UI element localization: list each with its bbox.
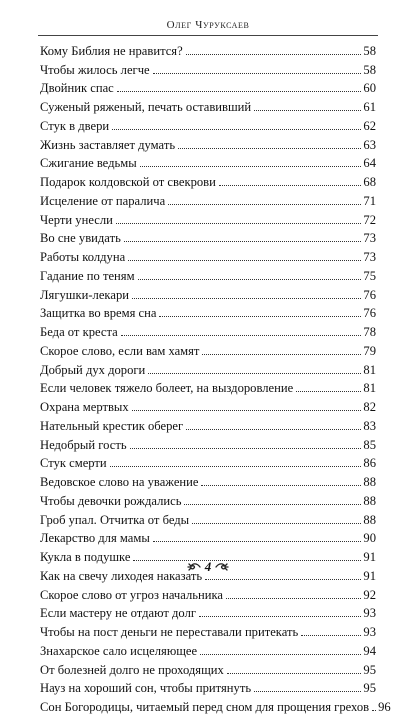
toc-entry-page-number: 76 xyxy=(363,306,376,321)
toc-entry xyxy=(40,528,376,547)
toc-entry xyxy=(40,209,376,228)
toc-entry xyxy=(40,696,391,715)
dot-leader xyxy=(219,185,362,186)
toc-entry-page-number: 79 xyxy=(363,343,376,358)
toc-entry-title: Чтобы на пост деньги не переставали притекать xyxy=(40,625,299,639)
dot-leader xyxy=(205,579,361,580)
dot-leader xyxy=(186,429,361,430)
toc-entry-title: Скорое слово, если вам хамят xyxy=(40,343,200,358)
toc-entry-page-number: 73 xyxy=(363,231,376,246)
toc-entry-title: Суженый ряженый, печать оставивший xyxy=(40,100,252,114)
toc-entry-title: От болезней долго не проходящих xyxy=(40,662,224,677)
toc-entry-title: Если мастеру не отдают долг xyxy=(40,606,197,621)
toc-entry xyxy=(40,228,376,247)
header-rule xyxy=(38,35,378,36)
toc-entry-title: Сжигание ведьмы xyxy=(40,156,137,171)
toc-entry-page-number: 85 xyxy=(363,437,376,452)
dot-leader xyxy=(192,523,361,524)
toc-entry-title: Скорое слово от угроз начальника xyxy=(40,587,223,602)
toc-entry xyxy=(40,265,376,284)
toc-entry-title: Стук смерти xyxy=(40,456,107,471)
dot-leader xyxy=(130,448,362,449)
toc-entry xyxy=(40,471,376,490)
toc-entry-page-number: 95 xyxy=(363,662,376,677)
toc-entry-page-number: 88 xyxy=(363,493,376,508)
toc-entry xyxy=(40,509,376,528)
toc-entry xyxy=(40,59,376,78)
toc-entry-page-number: 92 xyxy=(363,587,376,602)
toc-entry-title: Беда от креста xyxy=(40,325,118,339)
toc-entry-page-number: 61 xyxy=(363,100,376,114)
toc-entry-title: Исцеление от паралича xyxy=(40,193,166,208)
toc-entry-page-number: 93 xyxy=(363,606,376,621)
toc-entry-title: Как на свечу лиходея наказать xyxy=(40,568,203,583)
dot-leader xyxy=(132,298,361,299)
dot-leader xyxy=(117,91,362,92)
toc-entry-page-number: 63 xyxy=(363,137,376,152)
dot-leader xyxy=(121,335,362,336)
dot-leader xyxy=(140,166,362,167)
running-header: Олег Чуруксаев xyxy=(166,19,250,31)
toc-entry-title: Жизнь заставляет думать xyxy=(40,137,176,152)
dot-leader xyxy=(132,410,362,411)
toc-entry-page-number: 73 xyxy=(363,250,376,264)
toc-entry xyxy=(40,115,376,134)
toc-entry-page-number: 68 xyxy=(363,175,376,189)
toc-entry-page-number: 91 xyxy=(363,550,376,564)
toc-entry-page-number: 83 xyxy=(363,418,376,433)
toc-entry-page-number: 95 xyxy=(363,681,376,696)
dot-leader xyxy=(296,391,361,392)
toc-entry-page-number: 81 xyxy=(363,362,376,377)
toc-entry xyxy=(40,171,376,190)
toc-entry xyxy=(40,78,376,97)
toc-entry xyxy=(40,396,376,415)
toc-entry xyxy=(40,640,376,659)
dot-leader xyxy=(148,373,361,374)
toc-entry-title: Недобрый гость xyxy=(40,437,127,452)
toc-entry-page-number: 78 xyxy=(363,325,376,339)
dot-leader xyxy=(254,110,361,111)
dot-leader xyxy=(254,691,361,692)
dot-leader xyxy=(227,673,362,674)
toc-entry-page-number: 88 xyxy=(363,512,376,527)
toc-entry xyxy=(40,621,376,640)
dot-leader xyxy=(128,260,361,261)
dot-leader xyxy=(226,598,361,599)
toc-entry-title: Чтобы девочки рождались xyxy=(40,493,182,508)
dot-leader xyxy=(372,710,376,711)
toc-entry xyxy=(40,303,376,322)
dot-leader xyxy=(168,204,361,205)
toc-entry xyxy=(40,321,376,340)
dot-leader xyxy=(110,466,362,467)
toc-entry xyxy=(40,453,376,472)
toc-entry xyxy=(40,153,376,172)
dot-leader xyxy=(153,541,362,542)
toc-entry-page-number: 93 xyxy=(363,625,376,639)
toc-entry-page-number: 91 xyxy=(363,568,376,583)
toc-entry-page-number: 58 xyxy=(363,43,376,58)
page-footer xyxy=(0,559,416,575)
toc-entry-page-number: 75 xyxy=(363,268,376,283)
page-number: 4 xyxy=(204,559,212,574)
toc-entry-page-number: 90 xyxy=(363,531,376,546)
dot-leader xyxy=(201,485,361,486)
dot-leader xyxy=(301,635,361,636)
toc-entry xyxy=(40,678,376,697)
dot-leader xyxy=(186,54,362,55)
toc-entry-page-number: 86 xyxy=(363,456,376,471)
toc-entry-title: Охрана мертвых xyxy=(40,400,129,414)
toc-entry-title: Кукла в подушке xyxy=(40,550,131,564)
toc-entry-title: Ведовское слово на уважение xyxy=(40,475,199,489)
toc-entry-page-number: 58 xyxy=(363,62,376,77)
dot-leader xyxy=(116,223,362,224)
toc-entry xyxy=(40,359,376,378)
dot-leader xyxy=(184,504,361,505)
toc-entry-page-number: 76 xyxy=(363,287,376,302)
dot-leader xyxy=(124,241,362,242)
dot-leader xyxy=(112,129,361,130)
toc-entry xyxy=(40,190,376,209)
table-of-contents xyxy=(40,40,391,715)
toc-entry-page-number: 62 xyxy=(363,118,376,133)
dot-leader xyxy=(200,654,361,655)
toc-entry-title: Лекарство для мамы xyxy=(40,531,150,546)
toc-entry-page-number: 64 xyxy=(363,156,376,171)
dot-leader xyxy=(153,73,362,74)
dot-leader xyxy=(178,148,361,149)
toc-entry-page-number: 81 xyxy=(363,381,376,396)
toc-entry xyxy=(40,584,376,603)
toc-entry-title: Лягушки-лекари xyxy=(40,287,129,302)
toc-entry-page-number: 88 xyxy=(363,475,376,489)
dot-leader xyxy=(138,279,362,280)
toc-entry xyxy=(40,659,376,678)
toc-entry xyxy=(40,96,376,115)
toc-entry xyxy=(40,603,376,622)
toc-entry-title: Гадание по теням xyxy=(40,268,135,283)
toc-entry-title: Черти унесли xyxy=(40,212,113,227)
floral-ornament-left-icon xyxy=(187,562,201,572)
dot-leader xyxy=(159,316,361,317)
toc-entry xyxy=(40,134,376,153)
dot-leader xyxy=(199,616,361,617)
toc-entry-page-number: 72 xyxy=(363,212,376,227)
toc-entry-title: Двойник спас xyxy=(40,81,114,96)
toc-entry xyxy=(40,434,376,453)
toc-entry-title: Подарок колдовской от свекрови xyxy=(40,175,216,189)
toc-entry-title: Чтобы жилось легче xyxy=(40,62,150,77)
toc-entry-title: Науз на хороший сон, чтобы притянуть xyxy=(40,681,252,696)
toc-entry-title: Если человек тяжело болеет, на выздоровление xyxy=(40,381,294,396)
toc-entry-title: Знахарское сало исцеляющее xyxy=(40,643,198,658)
toc-entry xyxy=(40,284,376,303)
toc-entry-title: Во сне увидать xyxy=(40,231,121,246)
toc-entry xyxy=(40,415,376,434)
toc-entry-page-number: 71 xyxy=(363,193,376,208)
toc-entry-page-number: 60 xyxy=(363,81,376,96)
toc-entry xyxy=(40,490,376,509)
toc-entry-title: Гроб упал. Отчитка от беды xyxy=(40,512,190,527)
toc-entry-page-number: 94 xyxy=(363,643,376,658)
toc-entry-title: Сон Богородицы, читаемый перед сном для прощения грехов xyxy=(40,700,370,714)
toc-entry xyxy=(40,340,376,359)
toc-entry xyxy=(40,378,376,397)
dot-leader xyxy=(202,354,361,355)
toc-entry-title: Добрый дух дороги xyxy=(40,362,146,377)
toc-entry-title: Защитка во время сна xyxy=(40,306,157,321)
toc-entry-page-number: 96 xyxy=(378,700,391,714)
toc-entry-title: Кому Библия не нравится? xyxy=(40,43,183,58)
floral-ornament-right-icon xyxy=(215,562,229,572)
toc-entry-title: Стук в двери xyxy=(40,118,110,133)
toc-entry xyxy=(40,40,376,59)
toc-entry-page-number: 82 xyxy=(363,400,376,414)
toc-entry-title: Работы колдуна xyxy=(40,250,126,264)
toc-entry-title: Нательный крестик оберег xyxy=(40,418,184,433)
toc-entry xyxy=(40,246,376,265)
